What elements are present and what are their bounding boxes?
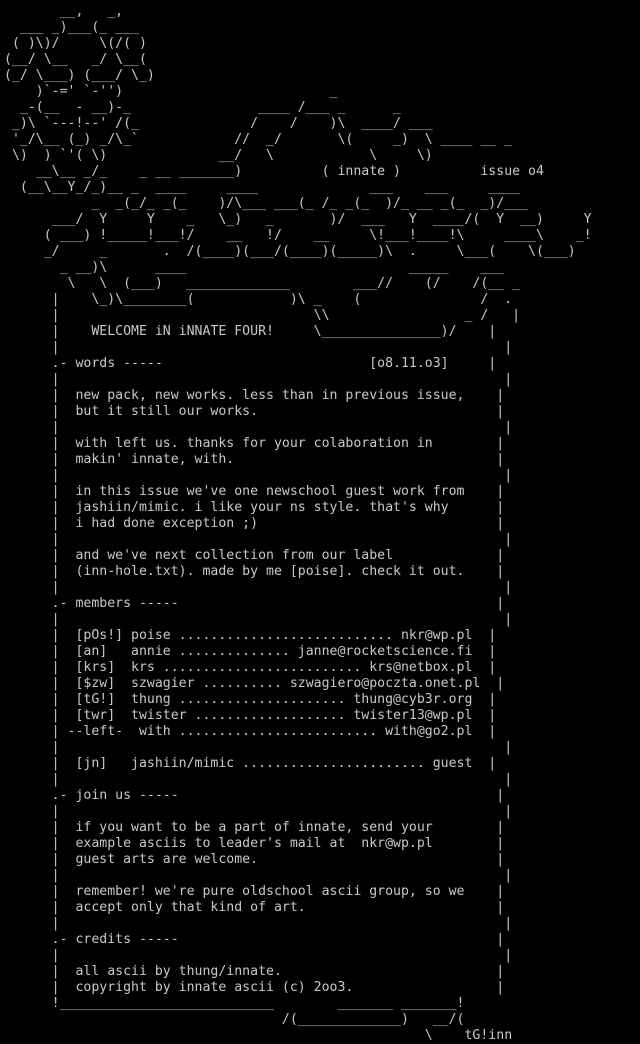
ascii-line: _-(__ - __)-_ ____ /___ _ _: [4, 100, 401, 115]
ascii-line: | |: [4, 532, 513, 547]
ascii-line: .- join us ----- |: [4, 788, 505, 803]
ascii-art-nfo: [4, 4, 592, 1044]
ascii-line: '_/\__ (_) _/\_` // _/ \( _) \ ____ __ _: [4, 132, 513, 147]
ascii-line: | |: [4, 420, 513, 435]
ascii-line: | new pack, new works. less than in previous issue, |: [4, 388, 505, 403]
ascii-line: | [twr] twister ................... twister13@wp.pl |: [4, 708, 497, 723]
ascii-line: _/ _ . /(____)(___/(____)(_____)\ . \___( \(___): [4, 244, 576, 259]
ascii-line: | |: [4, 948, 513, 963]
ascii-line: | all ascii by thung/innate. |: [4, 964, 505, 979]
ascii-line: (__/ \__ _/ \__(: [4, 52, 147, 67]
ascii-line: | (inn-hole.txt). made by me [poise]. check it out. |: [4, 564, 505, 579]
ascii-line: ( ___) !_____!___!/ __ !/ __ \!___!____!\ ____\ _!: [4, 228, 592, 243]
ascii-line: | in this issue we've one newschool guest work from |: [4, 484, 505, 499]
ascii-line: | [$zw] szwagier .......... szwagiero@poczta.onet.pl |: [4, 676, 505, 691]
ascii-line: ___ _)___(_ ___: [4, 20, 139, 35]
ascii-line: | |: [4, 916, 513, 931]
ascii-line: | |: [4, 340, 513, 355]
ascii-line: _)\ `---!--' /(_ / / )\ ____/ ___: [4, 116, 433, 131]
ascii-line: | [pOs!] poise ........................... nkr@wp.pl |: [4, 628, 497, 643]
ascii-line: | |: [4, 804, 513, 819]
ascii-line: | |: [4, 468, 513, 483]
ascii-line: \ \ (___) _____________ ___// (/ /(__ _: [4, 276, 521, 291]
ascii-line: \ tG!inn: [4, 1028, 513, 1043]
ascii-line: __, _,: [4, 4, 124, 19]
ascii-line: | [jn] jashiin/mimic ....................... guest |: [4, 756, 497, 771]
ascii-line: | guest arts are welcome. |: [4, 852, 505, 867]
ascii-line: | copyright by innate ascii (c) 2oo3. |: [4, 980, 505, 995]
ascii-line: __\__ _/_ _ __ _______) ( innate ) issue o4: [4, 164, 544, 179]
ascii-line: ___/ Y Y _ \_) _ )/ ___ Y ____/( Y __) Y: [4, 212, 592, 227]
ascii-line: /(_____________) __/(: [4, 1012, 465, 1027]
ascii-line: .- credits ----- |: [4, 932, 505, 947]
ascii-line: | |: [4, 612, 513, 627]
ascii-line: | and we've next collection from our label |: [4, 548, 505, 563]
ascii-line: !___________________________ _______ _______!: [4, 996, 465, 1011]
ascii-line: \) ) `'( \) __/ \ \ \): [4, 148, 433, 163]
ascii-line: | accept only that kind of art. |: [4, 900, 505, 915]
ascii-line: | [an] annie .............. janne@rocketscience.fi |: [4, 644, 497, 659]
ascii-line: | |: [4, 772, 513, 787]
ascii-line: _ __)\ ____ _____ ___: [4, 260, 505, 275]
ascii-line: ( )\)/ \(/( ): [4, 36, 147, 51]
ascii-line: | but it still our works. |: [4, 404, 505, 419]
ascii-line: | i had done exception ;) |: [4, 516, 505, 531]
ascii-line: | |: [4, 372, 513, 387]
ascii-line: .- words ----- [o8.11.o3] |: [4, 356, 497, 371]
ascii-line: (_/ \___) (___/ \_): [4, 68, 155, 83]
ascii-line: | example asciis to leader's mail at nkr@wp.pl |: [4, 836, 505, 851]
ascii-line: | with left us. thanks for your colaboration in |: [4, 436, 505, 451]
ascii-line: | remember! we're pure oldschool ascii group, so we |: [4, 884, 505, 899]
ascii-line: | [tG!] thung ..................... thung@cyb3r.org |: [4, 692, 497, 707]
ascii-line: | |: [4, 580, 513, 595]
ascii-line: | [krs] krs ......................... krs@netbox.pl |: [4, 660, 497, 675]
ascii-line: .- members ----- |: [4, 596, 505, 611]
ascii-line: (__\__Y_/_)__ _ ____ ____ ___ ___ ____: [4, 180, 521, 195]
ascii-line: | jashiin/mimic. i like your ns style. that's why |: [4, 500, 505, 515]
ascii-line: | |: [4, 868, 513, 883]
ascii-line: | \\ _ / |: [4, 308, 521, 323]
ascii-line: | \_)\________( )\ _ ( / .: [4, 292, 513, 307]
ascii-line: | makin' innate, with. |: [4, 452, 505, 467]
ascii-line: | if you want to be a part of innate, send your |: [4, 820, 505, 835]
ascii-line: )`-=' `-'') _: [4, 84, 338, 99]
ascii-line: _ _(_/_ _(_ )/\___ ___(_ /_ _(_ )/_ __ _(_ _)/___: [4, 196, 529, 211]
ascii-line: | WELCOME iN iNNATE FOUR! \_______________)/ |: [4, 324, 497, 339]
ascii-line: | |: [4, 740, 513, 755]
ascii-line: | --left- with ......................... with@go2.pl |: [4, 724, 497, 739]
